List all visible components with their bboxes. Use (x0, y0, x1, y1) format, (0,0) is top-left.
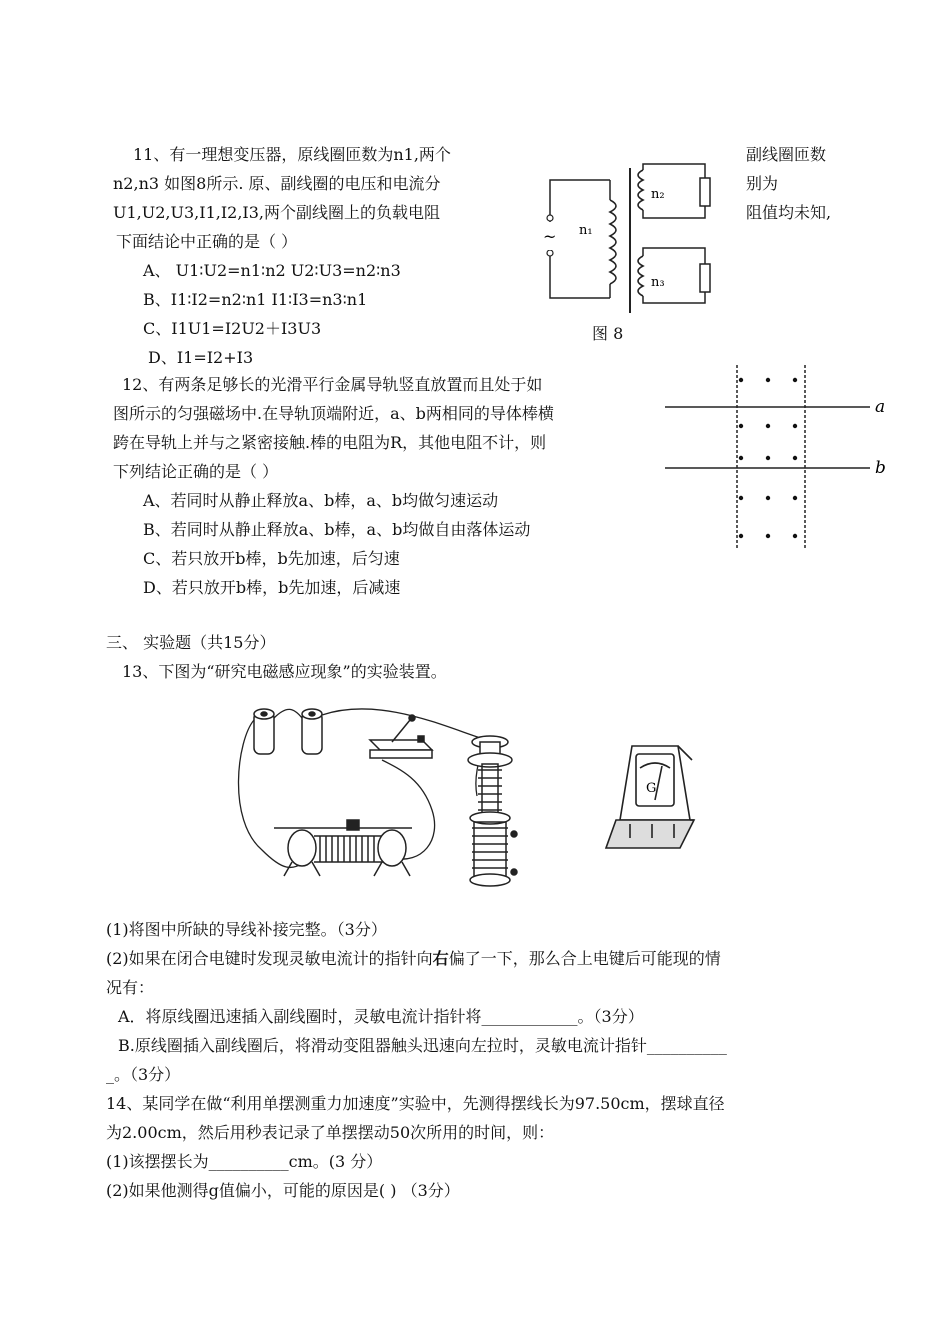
q12-option-d: D、若只放开b棒，b先加速，后减速 (143, 578, 401, 597)
n1-label: n₁ (579, 223, 593, 238)
q14-part1: (1)该摆摆长为__________cm。(3 分） (106, 1152, 383, 1171)
q11-line2-right: 别为 (746, 174, 779, 193)
secondary-coil (470, 812, 517, 886)
field-dots (739, 378, 797, 538)
q13-part-b: B.原线圈插入副线圈后，将滑动变阻器触头迅速向左拉时，灵敏电流计指针__________ (118, 1036, 727, 1055)
q12-line3: 跨在导轨上并与之紧密接触.棒的电阻为R，其他电阻不计，则 (113, 433, 547, 452)
ac-source-symbol: ~ (543, 227, 557, 246)
q12-option-a: A、若同时从静止释放a、b棒，a、b均做匀速运动 (143, 491, 499, 510)
q12-line4: 下列结论正确的是（ ） (113, 462, 279, 481)
rails-magnetic-field-figure (665, 360, 905, 555)
induction-apparatus-figure (232, 700, 712, 900)
rod-b-label: b (875, 458, 886, 478)
rheostat (274, 820, 412, 876)
rod-a-label: a (875, 397, 886, 417)
q11-line3: U1,U2,U3,I1,I2,I3,两个副线圈上的负载电阻 (113, 203, 441, 222)
q14-line1: 14、某同学在做“利用单摆测重力加速度”实验中，先测得摆线长为97.50cm，摆球直径 (106, 1094, 725, 1113)
n3-label: n₃ (651, 275, 665, 290)
n2-label: n₂ (651, 187, 665, 202)
q11-option-c: C、I1U1=I2U2＋I3U3 (143, 319, 322, 338)
q11-line4: 下面结论中正确的是（ ） (116, 232, 298, 251)
q11-option-b: B、I1∶I2=n2∶n1 I1∶I3=n3∶n1 (143, 290, 368, 309)
q11-option-a: A、 U1∶U2=n1∶n2 U2∶U3=n2∶n3 (143, 261, 401, 280)
q13-part1: (1)将图中所缺的导线补接完整。（3分） (106, 920, 387, 939)
transformer-figure (535, 148, 725, 348)
section-3-title: 三、 实验题（共15分） (106, 633, 276, 652)
q11-line3-right: 阻值均未知, (746, 203, 832, 222)
switch (370, 715, 432, 758)
q11-line2: n2,n3 如图8所示. 原、副线圈的电压和电流分 (113, 174, 441, 193)
q14-line2: 为2.00cm，然后用秒表记录了单摆摆动50次所用的时间，则： (106, 1123, 555, 1142)
q12-line1: 12、有两条足够长的光滑平行金属导轨竖直放置而且处于如 (122, 375, 543, 394)
q11-line1: 11、有一理想变压器，原线圈匝数为n1,两个 (133, 145, 451, 164)
q13-part2-continued: 况有： (106, 978, 155, 997)
q12-line2: 图所示的匀强磁场中.在导轨顶端附近，a、b两相同的导体棒横 (113, 404, 554, 423)
q13-intro: 13、下图为“研究电磁感应现象”的实验装置。 (122, 662, 447, 681)
q13-part2: (2)如果在闭合电键时发现灵敏电流计的指针向右偏了一下，那么合上电键后可能现的情 (106, 949, 721, 968)
q11-line1-right: 副线圈匝数 (746, 145, 827, 164)
galvanometer (606, 746, 694, 848)
q13-part-a: A．将原线圈迅速插入副线圈时，灵敏电流计指针将____________。（3分） (118, 1007, 644, 1026)
q11-option-d: D、I1=I2+I3 (148, 348, 254, 367)
figure-8-caption: 图 8 (592, 324, 624, 343)
primary-coil (468, 736, 512, 820)
q14-part2: (2)如果他测得g值偏小，可能的原因是( ) （3分） (106, 1181, 460, 1200)
galvanometer-label: G (646, 781, 657, 796)
q12-option-c: C、若只放开b棒，b先加速，后匀速 (143, 549, 400, 568)
q13-part-b-continued: _。（3分） (106, 1065, 181, 1084)
q12-option-b: B、若同时从静止释放a、b棒，a、b均做自由落体运动 (143, 520, 531, 539)
battery-pair (254, 709, 322, 754)
